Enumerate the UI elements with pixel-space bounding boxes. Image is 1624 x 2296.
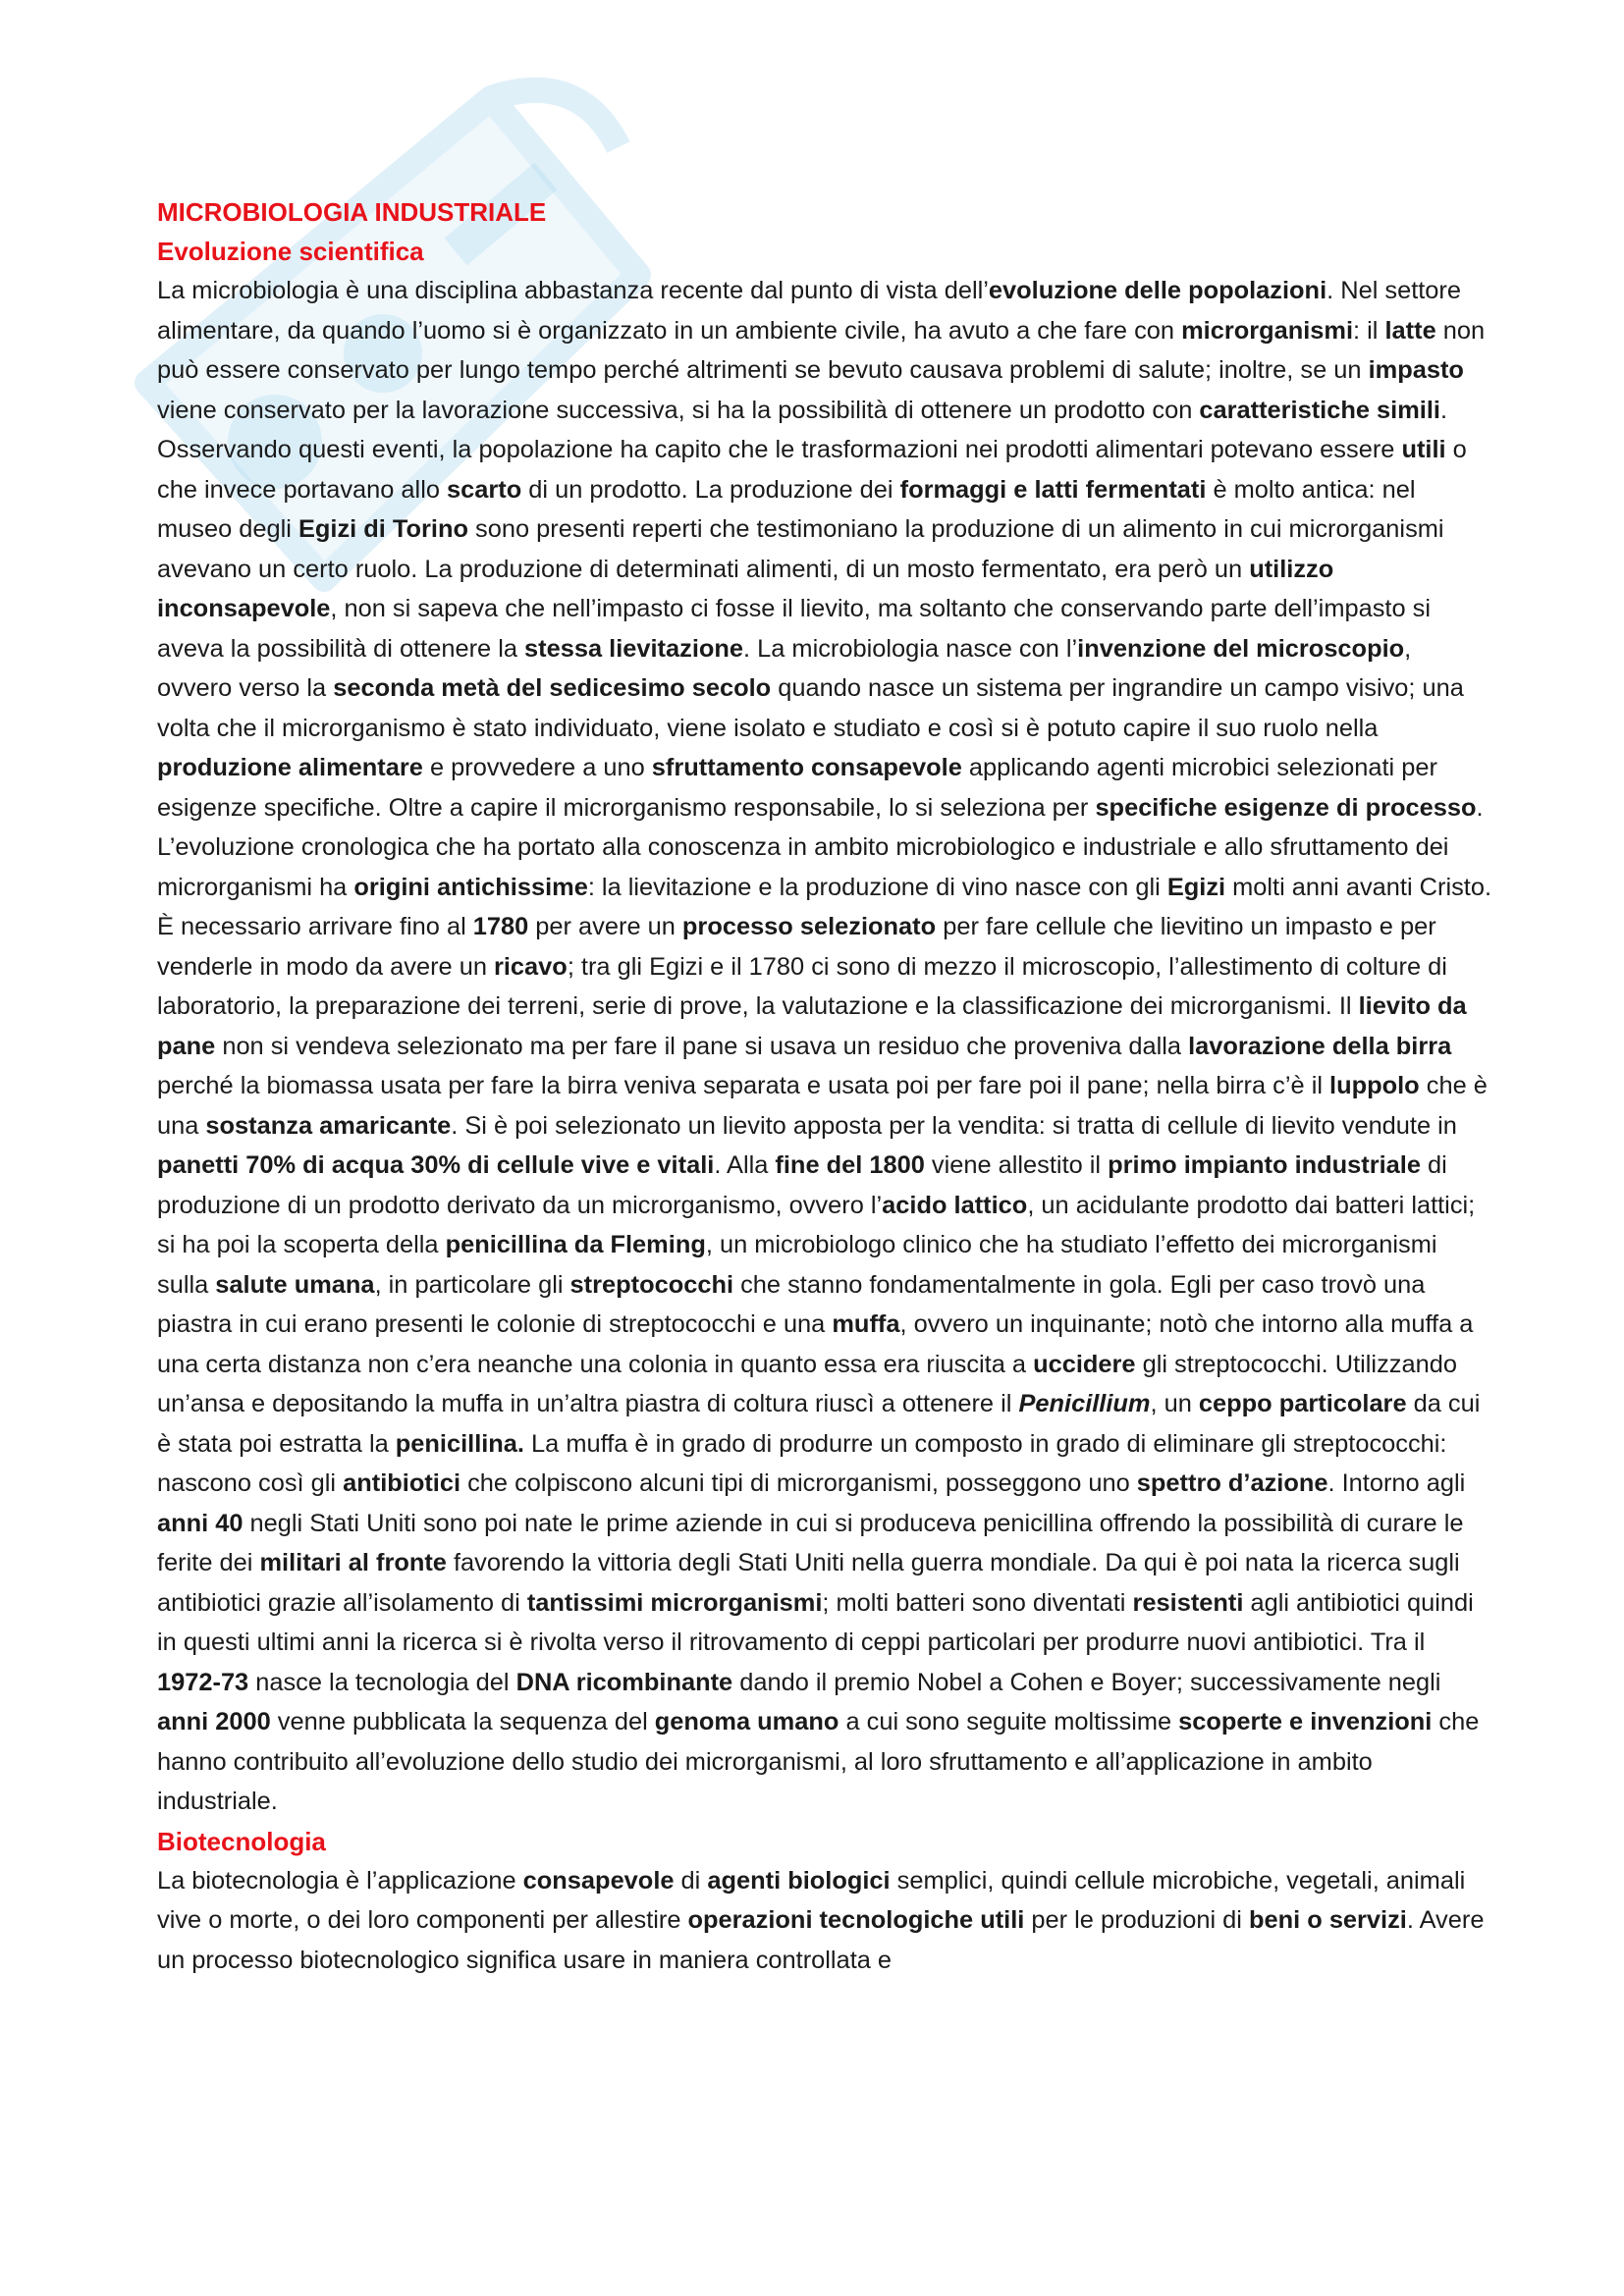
bold-run: produzione alimentare [157, 754, 423, 781]
bold-run: 1780 [472, 913, 529, 940]
italic-run: Penicillium [1018, 1390, 1151, 1417]
bold-run: Egizi di Torino [298, 515, 468, 543]
bold-run: Egizi [1166, 873, 1226, 901]
bold-run: scarto [447, 475, 522, 504]
bold-run: fine del 1800 [775, 1151, 925, 1179]
bold-run: penicillina. [395, 1429, 524, 1458]
section-paragraph: La biotecnologia è l’applicazione consapevole di agenti biologici semplici, quindi cellule microbiche, vegetali, animali vive o morte, o dei loro componenti per allestire operazioni tecnologiche utili per le produzioni di beni o servizi. Avere un processo biotecnologico significa usare in maniera controllata e [157, 1866, 1485, 1974]
bold-run: lievito da pane [157, 992, 1467, 1060]
bold-run: militari al fronte [259, 1549, 447, 1576]
section-evoluzione [157, 232, 1492, 1822]
section-heading: Evoluzione scientifica [157, 237, 424, 266]
bold-run: beni o servizi [1249, 1906, 1407, 1934]
bold-run: specifiche esigenze di processo [1095, 793, 1477, 822]
bold-run: microrganismi [1181, 316, 1354, 345]
bold-run: stessa lievitazione [524, 634, 744, 663]
bold-run: anni 2000 [157, 1708, 271, 1735]
bold-run: scoperte e invenzioni [1178, 1708, 1433, 1735]
bold-run: genoma umano [654, 1708, 839, 1735]
bold-run: utili [1401, 436, 1446, 463]
bold-run: sfruttamento consapevole [651, 754, 962, 781]
bold-run: agenti biologici [707, 1866, 891, 1895]
bold-run: anni 40 [157, 1509, 244, 1537]
document-page [157, 192, 1492, 1980]
bold-run: ricavo [494, 952, 568, 981]
section-heading: Biotecnologia [157, 1826, 326, 1856]
bold-run: antibiotici [343, 1469, 461, 1497]
bold-run: acido lattico [882, 1191, 1028, 1219]
bold-run: muffa [832, 1310, 900, 1338]
bold-run: primo impianto industriale [1108, 1151, 1421, 1179]
bold-run: spettro d’azione [1136, 1469, 1328, 1497]
document-title: MICROBIOLOGIA INDUSTRIALE [157, 197, 547, 227]
bold-run: seconda metà del sedicesimo secolo [333, 674, 772, 702]
bold-run: panetti 70% di acqua 30% di cellule vive e vitali [157, 1151, 715, 1179]
bold-run: lavorazione della birra [1188, 1032, 1452, 1060]
bold-run: impasto [1368, 356, 1464, 384]
bold-run: origini antichissime [353, 873, 588, 901]
bold-run: processo selezionato [681, 913, 937, 940]
bold-run: formaggi e latti fermentati [899, 475, 1207, 504]
bold-run: penicillina da Fleming [445, 1231, 706, 1258]
bold-run: uccidere [1033, 1350, 1136, 1378]
bold-run: utilizzo inconsapevole [157, 555, 1334, 622]
bold-run: latte [1384, 316, 1436, 345]
bold-run [1018, 1390, 1150, 1417]
bold-run: tantissimi microrganismi [526, 1588, 823, 1617]
section-paragraph: La microbiologia è una disciplina abbastanza recente dal punto di vista dell’evoluzione delle popolazioni. Nel settore alimentare, da quando l’uomo si è organizzato in un ambiente civile, ha avuto a che fare con microrganismi: il latte non può essere conservato per lungo tempo perché altrimenti se bevuto causava problemi di salute; inoltre, se un impasto viene conservato per la lavorazione successiva, si ha la possibilità di ottenere un prodotto con caratteristiche simili. Osservando questi eventi, la popolazione ha capito che le trasformazioni nei prodotti alimentari potevano essere utili o che invece portavano allo scarto di un prodotto. La produzione dei formaggi e latti fermentati è molto antica: nel museo degli Egizi di Torino sono presenti reperti che testimoniano la produzione di un alimento in cui microrganismi avevano un certo ruolo. La produzione di determinati alimenti, di un mosto fermentato, era però un utilizzo inconsapevole, non si sapeva che nell’impasto ci fosse il lievito, ma soltanto che conservando parte dell’impasto si aveva la possibilità di ottenere la stessa lievitazione. La microbiologia nasce con l’invenzione del microscopio, ovvero verso la seconda metà del sedicesimo secolo quando nasce un sistema per ingrandire un campo visivo; una volta che il microrganismo è stato individuato, viene isolato e studiato e così si è potuto capire il suo ruolo nella produzione alimentare e provvedere a uno sfruttamento consapevole applicando agenti microbici selezionati per esigenze specifiche. Oltre a capire il microrganismo responsabile, lo si seleziona per specifiche esigenze di processo. L’evoluzione cronologica che ha portato alla conoscenza in ambito microbiologico e industriale e allo sfruttamento dei microrganismi ha origini antichissime: la lievitazione e la produzione di vino nasce con gli Egizi molti anni avanti Cristo. È necessario arrivare fino al 1780 per avere un processo selezionato per fare cellule che lievitino un impasto e per venderle in modo da avere un ricavo; tra gli Egizi e il 1780 ci sono di mezzo il microscopio, l’allestimento di colture di laboratorio, la preparazione dei terreni, serie di prove, la valutazione e la classificazione dei microrganismi. Il lievito da pane non si vendeva selezionato ma per fare il pane si usava un residuo che proveniva dalla lavorazione della birra perché la biomassa usata per fare la birra veniva separata e usata poi per fare poi il pane; nella birra c’è il luppolo che è una sostanza amaricante. Si è poi selezionato un lievito apposta per la vendita: si tratta di cellule di lievito vendute in panetti 70% di acqua 30% di cellule vive e vitali. Alla fine del 1800 viene allestito il primo impianto industriale di produzione di un prodotto derivato da un microrganismo, ovvero l’acido lattico, un acidulante prodotto dai batteri lattici; si ha poi la scoperta della penicillina da Fleming, un microbiologo clinico che ha studiato l’effetto dei microrganismi sulla salute umana, in particolare gli streptococchi che stanno fondamentalmente in gola. Egli per caso trovò una piastra in cui erano presenti le colonie di streptococchi e una muffa, ovvero un inquinante; notò che intorno alla muffa a una certa distanza non c’era neanche una colonia in quanto essa era riuscita a uccidere gli streptococchi. Utilizzando un’ansa e depositando la muffa in un’altra piastra di coltura riuscì a ottenere il Penicillium, un ceppo particolare da cui è stata poi estratta la penicillina. La muffa è in grado di produrre un composto in grado di eliminare gli streptococchi: nascono così gli antibiotici che colpiscono alcuni tipi di microrganismi, posseggono uno spettro d’azione. Intorno agli anni 40 negli Stati Uniti sono poi nate le prime aziende in cui si produceva penicillina offrendo la possibilità di curare le ferite dei militari al fronte favorendo la vittoria degli Stati Uniti nella guerra mondiale. Da qui è poi nata la ricerca sugli antibiotici grazie all’isolamento di tantissimi microrganismi; molti batteri sono diventati resistenti agli antibiotici quindi in questi ultimi anni la ricerca si è rivolta verso il ritrovamento di ceppi particolari per produrre nuovi antibiotici. Tra il 1972-73 nasce la tecnologia del DNA ricombinante dando il premio Nobel a Cohen e Boyer; successivamente negli anni 2000 venne pubblicata la sequenza del genoma umano a cui sono seguite moltissime scoperte e invenzioni che hanno contribuito all’evoluzione dello studio dei microrganismi, al loro sfruttamento e all’applicazione in ambito industriale. [157, 277, 1492, 1815]
bold-run: sostanza amaricante [205, 1111, 452, 1140]
bold-run: resistenti [1132, 1588, 1244, 1617]
bold-run: luppolo [1329, 1072, 1420, 1099]
bold-run: salute umana [215, 1270, 375, 1299]
bold-run: consapevole [522, 1866, 675, 1895]
bold-run: invenzione del microscopio [1077, 634, 1405, 663]
section-biotecnologia [157, 1822, 1492, 1981]
bold-run: evoluzione delle popolazioni [988, 277, 1327, 304]
bold-run: 1972-73 [157, 1668, 249, 1696]
bold-run: operazioni tecnologiche utili [687, 1906, 1025, 1934]
bold-run: DNA ricombinante [515, 1668, 733, 1696]
bold-run: streptococchi [569, 1270, 734, 1299]
bold-run: caratteristiche simili [1199, 396, 1440, 424]
bold-run: ceppo particolare [1198, 1390, 1407, 1417]
